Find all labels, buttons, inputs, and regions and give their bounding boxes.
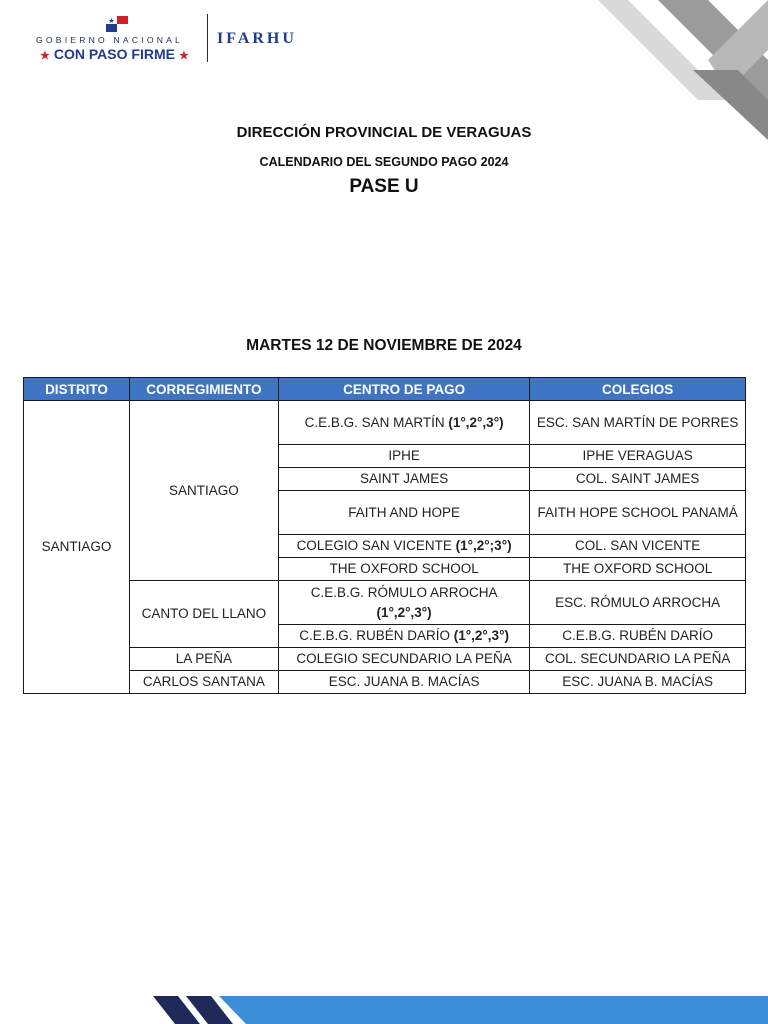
colegio-cell: THE OXFORD SCHOOL — [530, 558, 746, 581]
grades-label: (1°,2°,3°) — [448, 414, 504, 430]
corregimiento-cell: SANTIAGO — [129, 401, 278, 581]
grades-label: (1°,2°,3°) — [376, 604, 432, 620]
header-distrito: DISTRITO — [24, 378, 130, 401]
colegio-cell: COL. SECUNDARIO LA PEÑA — [530, 648, 746, 671]
colegio-cell: FAITH HOPE SCHOOL PANAMÁ — [530, 491, 746, 535]
payment-schedule-table — [23, 377, 746, 694]
centro-cell: SAINT JAMES — [278, 468, 530, 491]
logo-divider — [207, 14, 208, 62]
gobierno-nacional-text: GOBIERNO NACIONAL — [36, 35, 184, 45]
star-icon: ★ — [40, 50, 50, 62]
decorative-band-bottom — [0, 994, 768, 1024]
table-header-row — [24, 378, 746, 401]
centro-cell: COLEGIO SECUNDARIO LA PEÑA — [278, 648, 530, 671]
table-row — [24, 671, 746, 694]
panama-flag-icon — [106, 16, 128, 32]
colegio-cell: COL. SAINT JAMES — [530, 468, 746, 491]
centro-name: C.E.B.G. RUBÉN DARÍO — [299, 628, 450, 643]
colegio-cell: IPHE VERAGUAS — [530, 445, 746, 468]
star-icon: ★ — [178, 50, 189, 62]
con-paso-firme-text — [36, 46, 193, 62]
centro-cell: FAITH AND HOPE — [278, 491, 530, 535]
grades-label: (1°,2°,3°) — [453, 628, 509, 643]
centro-name: C.E.B.G. SAN MARTÍN — [304, 414, 445, 430]
ifarhu-logo: IFARHU — [217, 30, 297, 47]
table-row — [24, 648, 746, 671]
colegio-cell: ESC. RÓMULO ARROCHA — [530, 581, 746, 625]
header-corregimiento: CORREGIMIENTO — [129, 378, 278, 401]
centro-cell — [278, 401, 530, 445]
colegio-cell: ESC. SAN MARTÍN DE PORRES — [530, 401, 746, 445]
colegio-cell: C.E.B.G. RUBÉN DARÍO — [530, 625, 746, 648]
centro-cell: THE OXFORD SCHOOL — [278, 558, 530, 581]
centro-cell: IPHE — [278, 445, 530, 468]
centro-name: C.E.B.G. RÓMULO ARROCHA — [310, 584, 498, 600]
table-row — [24, 401, 746, 445]
page-title: DIRECCIÓN PROVINCIAL DE VERAGUAS — [236, 124, 532, 141]
distrito-cell: SANTIAGO — [24, 401, 130, 694]
page-subtitle: CALENDARIO DEL SEGUNDO PAGO 2024 — [259, 155, 509, 169]
centro-cell: ESC. JUANA B. MACÍAS — [278, 671, 530, 694]
centro-cell — [278, 581, 530, 625]
header-colegios: COLEGIOS — [530, 378, 746, 401]
colegio-cell: ESC. JUANA B. MACÍAS — [530, 671, 746, 694]
centro-name: COLEGIO SAN VICENTE — [296, 538, 452, 553]
header-centro-de-pago: CENTRO DE PAGO — [278, 378, 530, 401]
corregimiento-cell: CANTO DEL LLANO — [129, 581, 278, 648]
payment-date: MARTES 12 DE NOVIEMBRE DE 2024 — [246, 337, 522, 354]
program-title: PASE U — [349, 176, 419, 197]
corregimiento-cell: CARLOS SANTANA — [129, 671, 278, 694]
centro-cell — [278, 625, 530, 648]
corregimiento-cell: LA PEÑA — [129, 648, 278, 671]
colegio-cell: COL. SAN VICENTE — [530, 535, 746, 558]
grades-label: (1°,2°;3°) — [455, 538, 512, 553]
centro-cell — [278, 535, 530, 558]
slogan: CON PASO FIRME — [53, 46, 175, 62]
table-row — [24, 581, 746, 625]
